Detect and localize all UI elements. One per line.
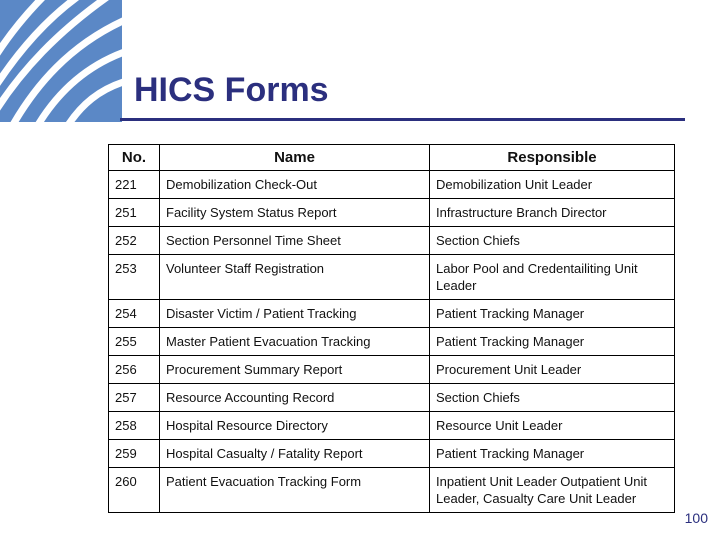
cell-no: 221: [109, 171, 160, 199]
table-row: [109, 412, 675, 440]
cell-name: Patient Evacuation Tracking Form: [160, 468, 430, 513]
table-row: [109, 227, 675, 255]
cell-no: 256: [109, 356, 160, 384]
cell-no: 260: [109, 468, 160, 513]
table-row: [109, 300, 675, 328]
cell-no: 259: [109, 440, 160, 468]
cell-no: 253: [109, 255, 160, 300]
cell-no: 254: [109, 300, 160, 328]
table-row: [109, 356, 675, 384]
cell-no: 251: [109, 199, 160, 227]
table-header-row: [109, 145, 675, 171]
cell-responsible: Labor Pool and Credentailiting Unit Leader: [430, 255, 675, 300]
header-name: Name: [160, 145, 430, 171]
table-row: [109, 328, 675, 356]
title-divider: [120, 118, 685, 121]
cell-name: Demobilization Check-Out: [160, 171, 430, 199]
cell-name: Disaster Victim / Patient Tracking: [160, 300, 430, 328]
hics-forms-table: [108, 144, 675, 513]
cell-responsible: Resource Unit Leader: [430, 412, 675, 440]
header-no: No.: [109, 145, 160, 171]
cell-name: Hospital Resource Directory: [160, 412, 430, 440]
cell-name: Facility System Status Report: [160, 199, 430, 227]
table-row: [109, 440, 675, 468]
cell-responsible: Patient Tracking Manager: [430, 328, 675, 356]
page-title: HICS Forms: [134, 71, 329, 109]
cell-responsible: Section Chiefs: [430, 384, 675, 412]
cell-responsible: Patient Tracking Manager: [430, 300, 675, 328]
cell-name: Section Personnel Time Sheet: [160, 227, 430, 255]
table-row: [109, 255, 675, 300]
cell-no: 252: [109, 227, 160, 255]
cell-no: 257: [109, 384, 160, 412]
cell-responsible: Procurement Unit Leader: [430, 356, 675, 384]
cell-no: 255: [109, 328, 160, 356]
page-number: 100: [684, 510, 708, 526]
table-row: [109, 384, 675, 412]
cell-name: Procurement Summary Report: [160, 356, 430, 384]
cell-name: Master Patient Evacuation Tracking: [160, 328, 430, 356]
cell-name: Resource Accounting Record: [160, 384, 430, 412]
cell-no: 258: [109, 412, 160, 440]
cell-name: Hospital Casualty / Fatality Report: [160, 440, 430, 468]
logo-stripes: [0, 0, 122, 122]
table-row: [109, 199, 675, 227]
cell-responsible: Demobilization Unit Leader: [430, 171, 675, 199]
cell-responsible: Patient Tracking Manager: [430, 440, 675, 468]
cell-responsible: Section Chiefs: [430, 227, 675, 255]
cell-name: Volunteer Staff Registration: [160, 255, 430, 300]
table-row: [109, 171, 675, 199]
table-row: [109, 468, 675, 513]
header-responsible: Responsible: [430, 145, 675, 171]
cell-responsible: Inpatient Unit Leader Outpatient Unit Leader, Casualty Care Unit Leader: [430, 468, 675, 513]
cell-responsible: Infrastructure Branch Director: [430, 199, 675, 227]
